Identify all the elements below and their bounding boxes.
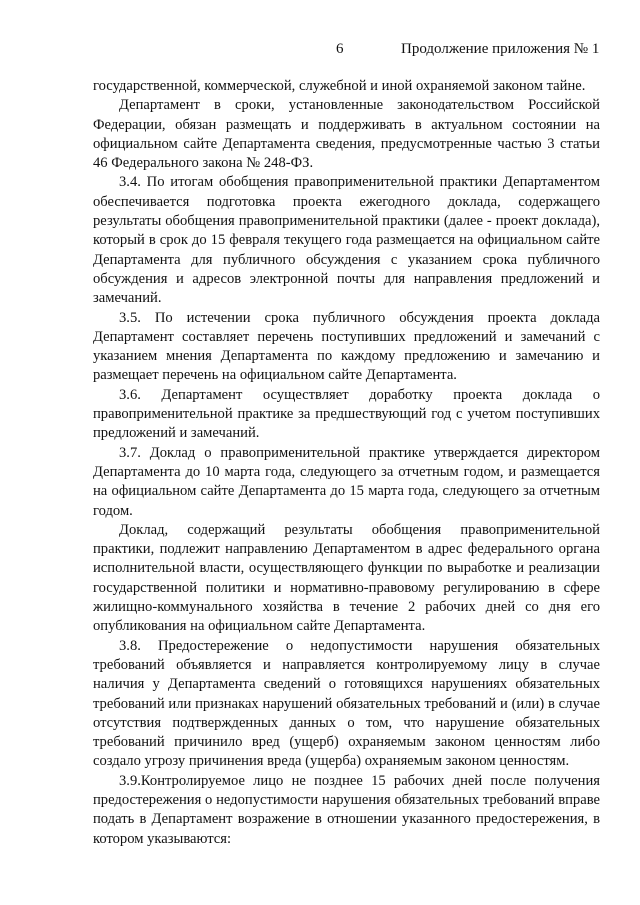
paragraph-3-4: 3.4. По итогам обобщения правоприменительной практики Департаментом обеспечивается подготовка проекта ежегодного доклада, содержащего результаты обобщения правоприменительной практики (далее - проект доклада), который в срок до 15 февраля текущего года размещается на официальном сайте Департамента для публичного обсуждения с указанием срока публичного обсуждения и адресов электронной почты для направления предложений и замечаний.	[93, 174, 600, 307]
document-body	[93, 77, 600, 849]
paragraph-3-9: 3.9.Контролируемое лицо не позднее 15 рабочих дней после получения предостережения о недопустимости нарушения обязательных требований вправе подать в Департамент возражение в отношении указанного предостережения, в котором указываются:	[93, 772, 600, 847]
paragraph-3-7: 3.7. Доклад о правоприменительной практике утверждается директором Департамента до 10 марта года, следующего за отчетным годом, и размещается на официальном сайте Департамента до 15 марта года, следующего за отчетным годом.	[93, 444, 600, 519]
paragraph-3-8: 3.8. Предостережение о недопустимости нарушения обязательных требований объявляется и направляется контролируемому лицу в случае наличия у Департамента сведений о готовящихся нарушениях обязательных требований или признаках нарушений обязательных требований и (или) в случае отсутствия подтвержденных данных о том, что нарушение обязательных требований причинило вред (ущерб) охраняемым законом ценностям либо создало угрозу причинения вреда (ущерба) охраняемым законом ценностям.	[93, 637, 600, 770]
paragraph-3-5: 3.5. По истечении срока публичного обсуждения проекта доклада Департамент составляет перечень поступивших предложений и замечаний с указанием мнения Департамента по каждому предложению и замечанию и размещает перечень на официальном сайте Департамента.	[93, 309, 600, 384]
paragraph-report-submission: Доклад, содержащий результаты обобщения правоприменительной практики, подлежит направлению Департаментом в адрес федерального органа исполнительной власти, осуществляющего функции по выработке и реализации государственной политики и нормативно-правовому регулированию в сфере жилищно-коммунального хозяйства в течение 2 рабочих дней со дня его опубликования на официальном сайте Департамента.	[93, 521, 600, 635]
page-header	[0, 41, 640, 61]
page-number: 6	[336, 41, 344, 57]
paragraph-site-information: Департамент в сроки, установленные законодательством Российской Федерации, обязан размещать и поддерживать в актуальном состоянии на официальном сайте Департамента сведения, предусмотренные частью 3 статьи 46 Федерального закона № 248-ФЗ.	[93, 97, 600, 172]
appendix-continuation-label: Продолжение приложения № 1	[401, 41, 600, 57]
paragraph-3-6: 3.6. Департамент осуществляет доработку проекта доклада о правоприменительной практике за предшествующий год с учетом поступивших предложений и замечаний.	[93, 386, 600, 442]
paragraph-continuation: государственной, коммерческой, служебной и иной охраняемой законом тайне.	[93, 78, 586, 94]
